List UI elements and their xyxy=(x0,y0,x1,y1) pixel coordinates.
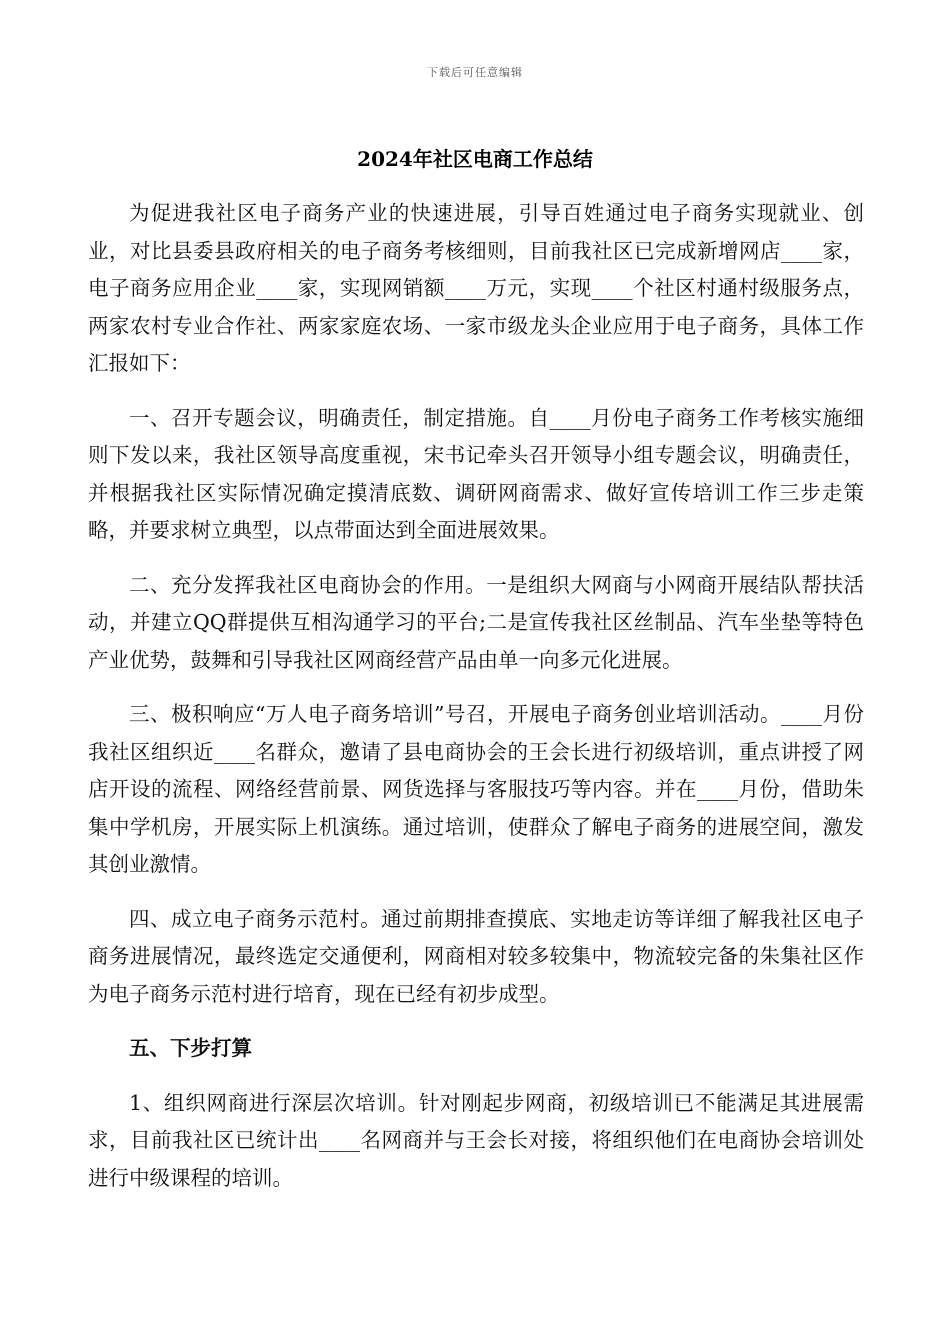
paragraph-next-step-1: 1、组织网商进行深层次培训。针对刚起步网商，初级培训已不能满足其进展需求，目前我社区已统计出____名网商并与王会长对接，将组织他们在电商协会培训处进行中级课程的培训。 xyxy=(88,1090,864,1190)
document-body xyxy=(88,195,864,1214)
paragraph-section-2: 二、充分发挥我社区电商协会的作用。一是组织大网商与小网商开展结队帮扶活动，并建立QQ群提供互相沟通学习的平台;二是宣传我社区丝制品、汽车坐垫等特色产业优势，鼓舞和引导我社区网商经营产品由单一向多元化进展。 xyxy=(88,572,864,672)
paragraph-intro: 为促进我社区电子商务产业的快速进展，引导百姓通过电子商务实现就业、创业，对比县委县政府相关的电子商务考核细则，目前我社区已完成新增网店____家，电子商务应用企业____家，实现网销额____万元，实现____个社区村通村级服务点，两家农村专业合作社、两家家庭农场、一家市级龙头企业应用于电子商务，具体工作汇报如下： xyxy=(88,201,864,375)
paragraph-section-1: 一、召开专题会议，明确责任，制定措施。自____月份电子商务工作考核实施细则下发以来，我社区领导高度重视，宋书记牵头召开领导小组专题会议，明确责任，并根据我社区实际情况确定摸清底数、调研网商需求、做好宣传培训工作三步走策略，并要求树立典型，以点带面达到全面进展效果。 xyxy=(88,405,864,542)
document-title: 2024年社区电商工作总结 xyxy=(357,147,593,171)
paragraph-section-3: 三、极积响应“万人电子商务培训”号召，开展电子商务创业培训活动。____月份我社区组织近____名群众，邀请了县电商协会的王会长进行初级培训，重点讲授了网店开设的流程、网络经营前景、网货选择与客服技巧等内容。并在____月份，借助朱集中学机房，开展实际上机演练。通过培训，使群众了解电子商务的进展空间，激发其创业激情。 xyxy=(88,702,864,876)
paragraph-section-4: 四、成立电子商务示范村。通过前期排查摸底、实地走访等详细了解我社区电子商务进展情况，最终选定交通便利，网商相对较多较集中，物流较完备的朱集社区作为电子商务示范村进行培育，现在已经有初步成型。 xyxy=(88,906,864,1006)
page-header: 下载后可任意编辑 xyxy=(427,66,523,79)
section-heading-next-steps: 五、下步打算 xyxy=(129,1036,252,1060)
